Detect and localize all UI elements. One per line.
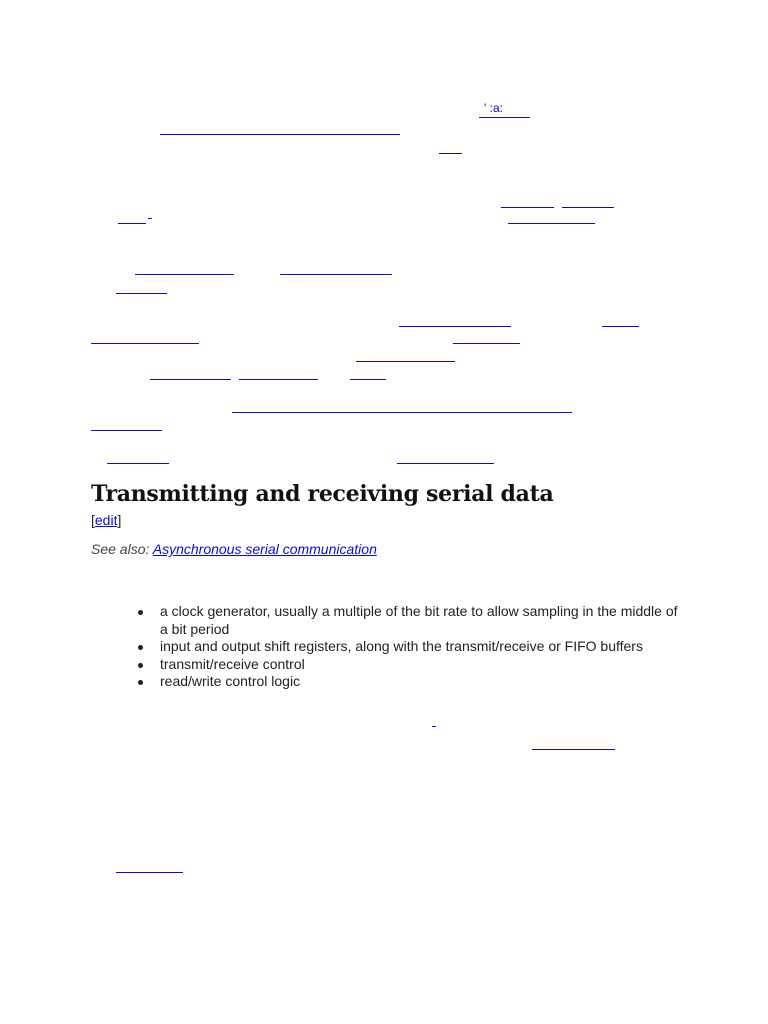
link-underline[interactable] [148, 218, 152, 219]
see-also-prefix: See also: [91, 541, 153, 557]
link-underline[interactable] [135, 274, 234, 275]
link-underline[interactable] [280, 274, 392, 275]
link-underline[interactable] [356, 361, 455, 362]
uart-components-list [138, 603, 678, 691]
link-underline[interactable] [116, 293, 167, 294]
link-underline[interactable] [91, 343, 199, 344]
top-link-fragment[interactable]: ' :a: [484, 101, 503, 115]
bullet-icon [138, 680, 143, 685]
link-underline[interactable] [501, 207, 554, 208]
list-item-text: input and output shift registers, along with the transmit/receive or FIFO buffers [160, 638, 643, 654]
list-item [138, 638, 678, 656]
link-underline[interactable] [508, 223, 595, 224]
bullet-icon [138, 663, 143, 668]
bullet-icon [138, 645, 143, 650]
link-underline[interactable] [91, 430, 162, 431]
link-underline[interactable] [399, 326, 511, 327]
list-item-text: a clock generator, usually a multiple of the bit rate to allow sampling in the middle of a bit period [160, 603, 678, 637]
link-underline[interactable] [432, 726, 436, 727]
link-underline[interactable] [118, 223, 146, 224]
bullet-icon [138, 610, 143, 615]
link-underline[interactable] [350, 379, 386, 380]
list-item [138, 673, 678, 691]
edit-bracket-open: [ [91, 512, 95, 528]
list-item [138, 603, 678, 638]
edit-link[interactable]: edit [94, 512, 118, 528]
link-underline[interactable] [397, 463, 494, 464]
section-heading: Transmitting and receiving serial data [91, 481, 554, 507]
edit-section [91, 512, 121, 528]
link-underline[interactable] [439, 153, 462, 154]
see-also-link[interactable]: Asynchronous serial communication [152, 541, 377, 557]
list-item-text: read/write control logic [160, 673, 301, 689]
see-also-note [91, 541, 377, 557]
link-underline[interactable] [602, 326, 639, 327]
link-underline[interactable] [479, 117, 530, 118]
list-item [138, 656, 678, 674]
link-underline[interactable] [160, 134, 400, 135]
link-underline[interactable] [232, 412, 572, 413]
link-underline[interactable] [107, 463, 169, 464]
link-underline[interactable] [239, 379, 318, 380]
link-underline[interactable] [562, 207, 614, 208]
link-underline[interactable] [116, 872, 183, 873]
link-underline[interactable] [150, 379, 231, 380]
list-item-text: transmit/receive control [160, 655, 305, 672]
link-underline[interactable] [453, 343, 520, 344]
link-underline[interactable] [532, 749, 615, 750]
edit-bracket-close: ] [117, 512, 122, 528]
